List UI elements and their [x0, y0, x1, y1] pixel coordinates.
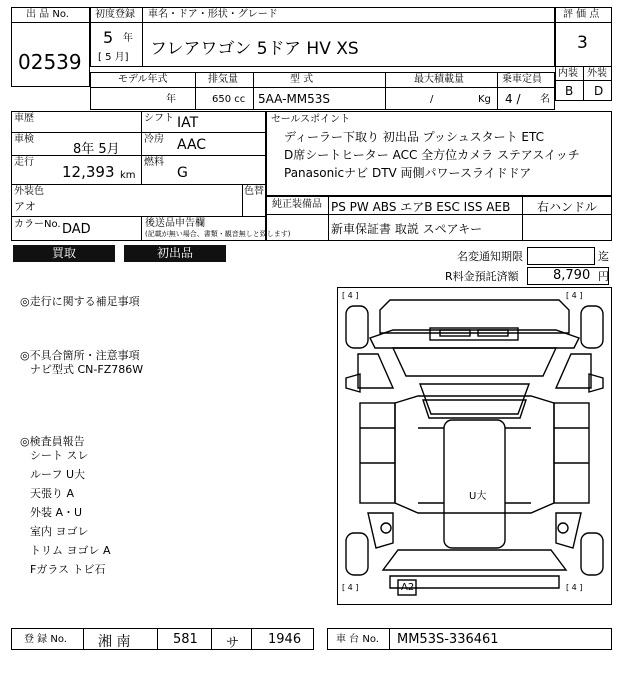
first-reg-month: [ 5 月] — [98, 52, 129, 63]
capacity-unit: 名 — [540, 94, 550, 105]
capacity-label: 乗車定員 — [502, 74, 542, 85]
shift-label: シフト — [144, 113, 174, 124]
roof-damage-mark: U大 — [469, 491, 487, 502]
score-value: 3 — [577, 33, 588, 53]
inspector-line: トリム ヨゴレ A — [30, 544, 111, 557]
car-name: フレアワゴン 5ドア HV XS — [150, 39, 359, 59]
color-no-label: カラーNo. — [14, 219, 61, 230]
displacement-label: 排気量 — [208, 74, 238, 85]
inspector-line: 外装 A・U — [30, 506, 83, 519]
exterior-grade: D — [594, 84, 604, 98]
inspection-value: 8年 5月 — [73, 142, 120, 157]
defects-line: ナビ型式 CN-FZ786W — [30, 363, 144, 376]
displacement-value: 650 cc — [212, 94, 246, 105]
chassis-value: MM53S-336461 — [397, 632, 499, 647]
model-year-unit: 年 — [166, 94, 176, 105]
mileage-label: 走行 — [14, 157, 34, 168]
tire-front-right — [581, 306, 603, 348]
warranty: 新車保証書 取説 スペアキー — [331, 222, 483, 236]
rear-damage-mark: A2 — [401, 582, 415, 593]
inspector-title: ◎検査員報告 — [20, 435, 85, 448]
lot-number: 02539 — [18, 50, 82, 74]
color-change-label: 色替 — [244, 186, 264, 197]
tire-front-left — [346, 306, 368, 348]
chassis-label: 車 台 No. — [336, 634, 379, 645]
steering: 右ハンドル — [537, 200, 598, 214]
max-load-label: 最大積載量 — [414, 74, 464, 85]
tire-tread-rear-left: [ 4 ] — [342, 583, 359, 592]
recycle-unit: 円 — [598, 270, 609, 283]
type-label: 型 式 — [290, 74, 314, 85]
tire-tread-front-left: [ 4 ] — [342, 291, 359, 300]
shift-value: IAT — [177, 115, 199, 131]
interior-label: 内装 — [558, 68, 578, 79]
sales-line-2: D席シートヒーター ACC 全方位カメラ ステアスイッチ — [284, 148, 580, 162]
equip-label: 純正装備品 — [272, 199, 322, 210]
max-load-value: / — [430, 94, 434, 105]
defects-title: ◎不具合箇所・注意事項 — [20, 349, 140, 362]
car-diagram — [337, 287, 612, 605]
max-load-unit: Kg — [478, 94, 491, 105]
fuel-value: G — [177, 165, 188, 181]
ac-label: 冷房 — [144, 134, 164, 145]
name-change-box — [527, 247, 595, 265]
inspection-label: 車検 — [14, 134, 34, 145]
interior-grade: B — [565, 84, 574, 98]
inspector-line: ルーフ U大 — [30, 468, 85, 481]
name-change-unit: 迄 — [598, 250, 609, 263]
mileage-value: 12,393 — [62, 163, 115, 181]
post-install-label: 後送品申告欄 — [145, 218, 205, 229]
post-install-note: (記載が無い場合、書類・観音無しと致します) — [145, 230, 291, 238]
reg-number: 1946 — [268, 632, 302, 647]
exterior-label: 外装 — [587, 68, 607, 79]
buy-badge: 買取 — [13, 245, 115, 262]
model-year-label: モデル年式 — [118, 74, 168, 85]
recycle-label: R料金預託済額 — [445, 270, 519, 283]
reg-area: 湘 南 — [98, 634, 131, 650]
type-value: 5AA-MM53S — [258, 92, 331, 106]
inspector-line: 天張り A — [30, 487, 75, 500]
lot-label: 出 品 No. — [26, 9, 69, 20]
inspector-line: シート スレ — [30, 449, 89, 462]
history-label: 車歴 — [14, 113, 34, 124]
first-listing-badge: 初出品 — [124, 245, 226, 262]
capacity-value: 4 / — [505, 92, 521, 106]
car-outline — [338, 288, 611, 604]
mileage-unit: km — [120, 170, 136, 181]
tire-rear-right — [581, 533, 603, 575]
tire-rear-left — [346, 533, 368, 575]
score-label: 評 価 点 — [563, 9, 600, 20]
inspector-line: 室内 ヨゴレ — [30, 525, 89, 538]
equip-value: PS PW ABS エアB ESC ISS AEB — [331, 200, 511, 214]
tire-tread-rear-right: [ 4 ] — [566, 583, 583, 592]
color-no-value: DAD — [62, 222, 91, 237]
sales-line-1: ディーラー下取り 初出品 プッシュスタート ETC — [284, 130, 544, 144]
ext-color-value: アオ — [14, 200, 36, 213]
fuel-label: 燃料 — [144, 157, 164, 168]
reg-class: 581 — [173, 632, 198, 647]
inspector-line: Fガラス トビ石 — [30, 563, 106, 576]
name-change-label: 名変通知期限 — [457, 250, 523, 263]
ext-color-label: 外装色 — [14, 186, 44, 197]
tire-tread-front-right: [ 4 ] — [566, 291, 583, 300]
recycle-value: 8,790 — [553, 268, 591, 283]
driving-remarks-title: ◎走行に関する補足事項 — [20, 295, 140, 308]
reg-label: 登 録 No. — [24, 634, 67, 645]
sales-label: セールスポイント — [271, 114, 351, 125]
year-unit: 年 — [123, 33, 133, 44]
car-name-label: 車名・ドア・形状・グレード — [148, 9, 278, 20]
first-reg-year: 5 — [103, 28, 114, 47]
sales-line-3: Panasonicナビ DTV 両側パワースライドドア — [284, 166, 532, 180]
ac-value: AAC — [177, 137, 207, 153]
first-reg-label: 初度登録 — [95, 9, 135, 20]
reg-kana: サ — [226, 636, 240, 651]
